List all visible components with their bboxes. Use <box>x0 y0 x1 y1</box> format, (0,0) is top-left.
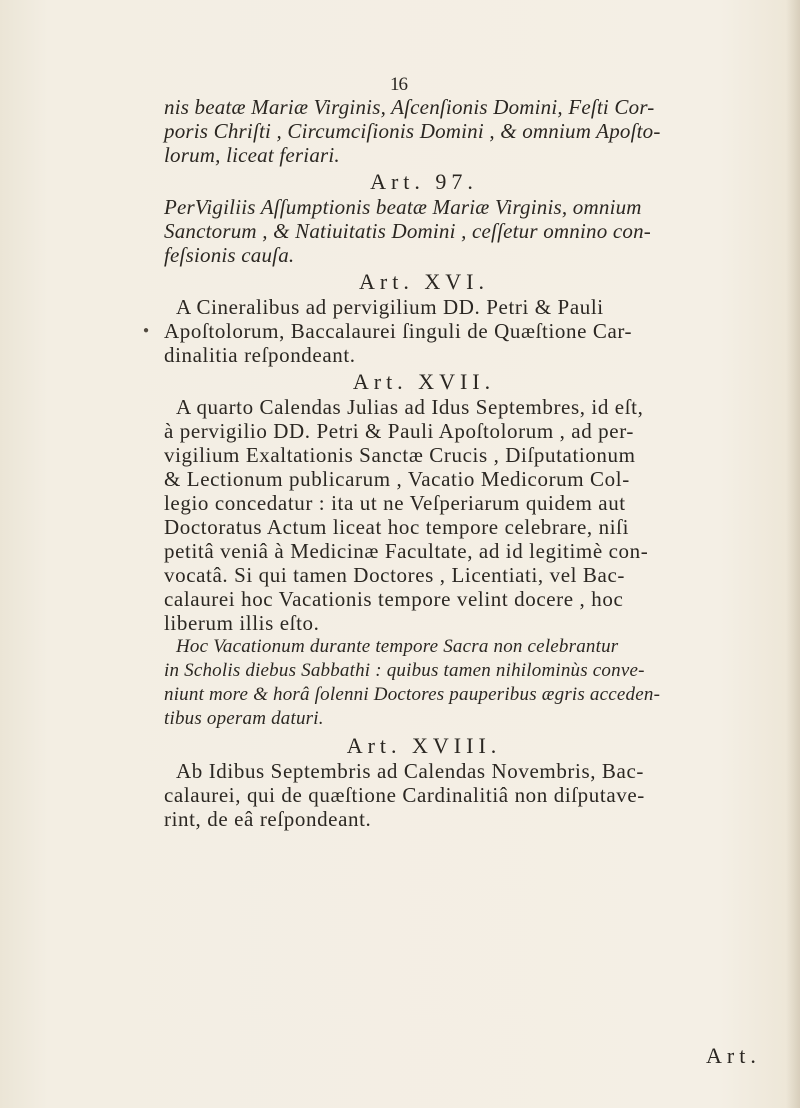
text-line: Hoc Vacationum durante tempore Sacra non celebrantur <box>176 636 619 657</box>
text-line: A Cineralibus ad pervigilium DD. Petri & Pauli <box>176 295 604 319</box>
text-line: Ab Idibus Septembris ad Calendas Novembris, Bac- <box>176 759 644 783</box>
article-heading: Art. XVIII. <box>346 733 502 758</box>
text-line: vigilium Exaltationis Sanctæ Crucis , Diſputationum <box>164 443 636 467</box>
text-line: lorum, liceat feriari. <box>164 143 340 167</box>
text-line: vocatâ. Si qui tamen Doctores , Licentiati, vel Bac- <box>164 563 625 587</box>
text-line: tibus operam daturi. <box>164 708 324 729</box>
text-line: calaurei, qui de quæſtione Cardinalitiâ non diſputave- <box>164 783 645 807</box>
text-line: & Lectionum publicarum , Vacatio Medicorum Col- <box>164 467 630 491</box>
text-line: calaurei hoc Vacationis tempore velint docere , hoc <box>164 587 624 611</box>
ink-speck: ● <box>143 325 150 336</box>
article-heading: Art. XVII. <box>352 369 496 394</box>
text-line: in Scholis diebus Sabbathi : quibus tamen nihilominùs conve- <box>164 660 645 681</box>
text-line: liberum illis eſto. <box>164 611 320 635</box>
article-heading: Art. 97. <box>370 169 478 194</box>
text-line: PerVigiliis Aſſumptionis beatæ Mariæ Virginis, omnium <box>164 195 642 219</box>
text-line: legio concedatur : ita ut ne Veſperiarum quidem aut <box>164 491 626 515</box>
catchword: Art. <box>706 1043 761 1068</box>
article-heading: Art. XVI. <box>359 269 489 294</box>
text-line: petitâ veniâ à Medicinæ Facultate, ad id legitimè con- <box>164 539 649 563</box>
text-line: Apoſtolorum, Baccalaurei ſinguli de Quæſtione Car- <box>164 319 633 343</box>
text-line: rint, de eâ reſpondeant. <box>164 807 372 831</box>
text-line: à pervigilio DD. Petri & Pauli Apoſtolorum , ad per- <box>164 419 634 443</box>
text-line: nis beatæ Mariæ Virginis, Aſcenſionis Domini, Feſti Cor- <box>164 95 655 119</box>
text-line: poris Chriſti , Circumciſionis Domini , & omnium Apoſto- <box>164 119 661 143</box>
text-line: niunt more & horâ ſolenni Doctores pauperibus ægris acceden- <box>164 684 661 705</box>
page-number: 16 <box>390 74 407 95</box>
text-line: dinalitia reſpondeant. <box>164 343 356 367</box>
text-line: A quarto Calendas Julias ad Idus Septembres, id eſt, <box>176 395 644 419</box>
text-line: Sanctorum , & Natiuitatis Domini , ceſſetur omnino con- <box>164 219 651 243</box>
body-text <box>164 95 800 831</box>
text-line: feſsionis cauſa. <box>164 243 295 267</box>
text-line: Doctoratus Actum liceat hoc tempore celebrare, niſi <box>164 515 630 539</box>
